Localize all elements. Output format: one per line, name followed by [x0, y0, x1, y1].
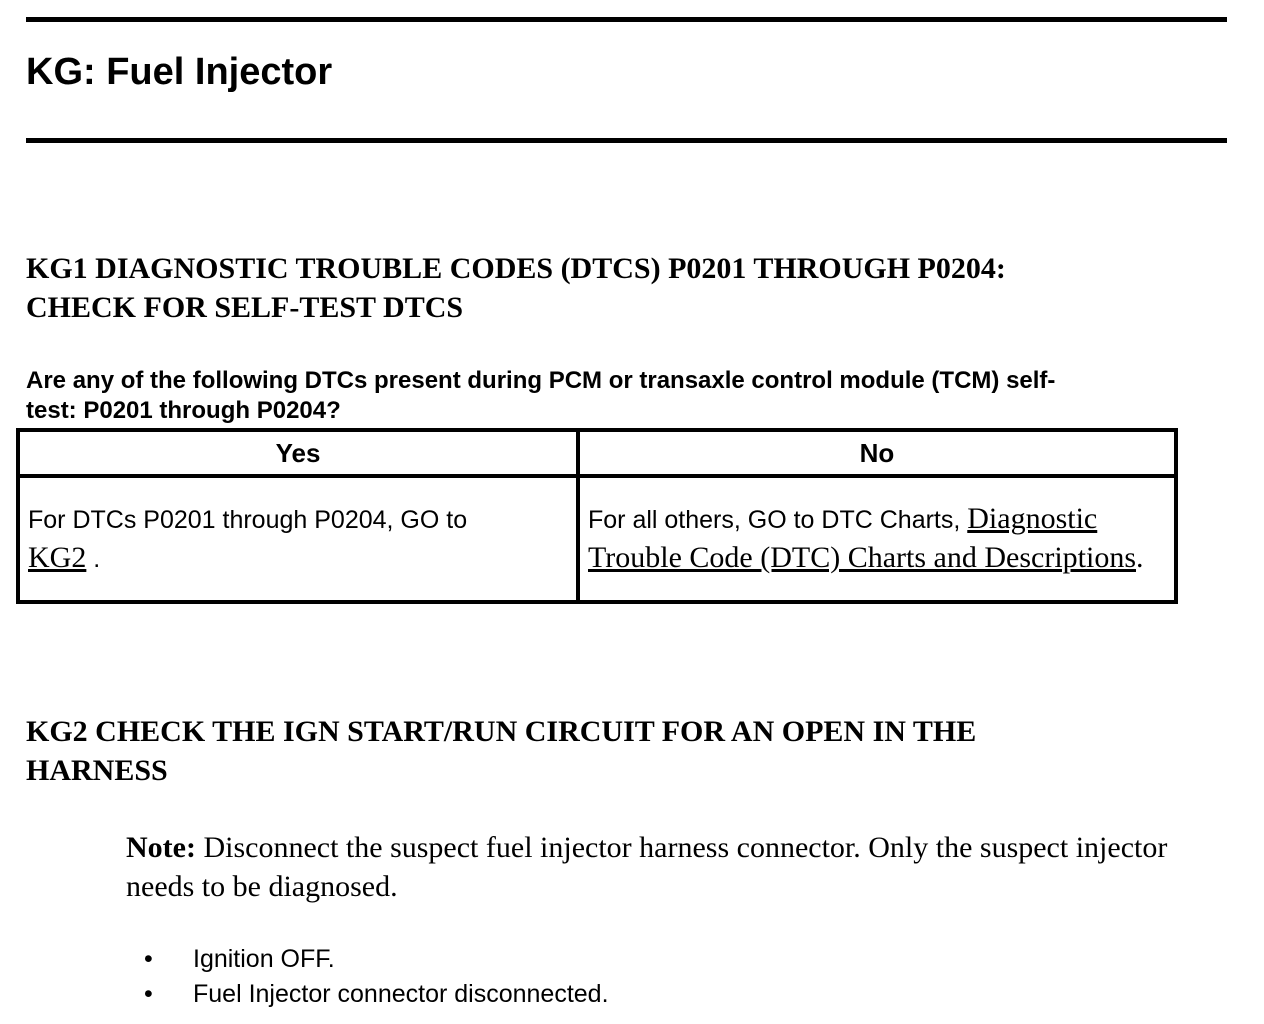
yes-suffix: . [86, 544, 101, 573]
title-bottom-rule [26, 138, 1227, 143]
bullet-text: Ignition OFF. [193, 945, 335, 973]
kg2-link[interactable]: KG2 [28, 540, 87, 574]
kg2-heading-line1: KG2 CHECK THE IGN START/RUN CIRCUIT FOR AN OPEN IN THE [26, 715, 977, 748]
no-cell [578, 476, 1176, 602]
table-row [18, 476, 1176, 602]
kg2-note [126, 828, 1216, 906]
kg1-heading-line1: KG1 DIAGNOSTIC TROUBLE CODES (DTCS) P0201 THROUGH P0204: [26, 252, 1006, 285]
bullet-icon: • [144, 945, 153, 973]
yes-text: For DTCs P0201 through P0204, GO to [28, 505, 468, 534]
table-header-row [18, 430, 1176, 476]
no-suffix: . [1136, 541, 1144, 574]
yes-cell [18, 476, 578, 602]
kg1-question-line1: Are any of the following DTCs present during PCM or transaxle control module (TCM) self- [26, 367, 1056, 394]
yes-header: Yes [18, 430, 578, 476]
list-item [140, 942, 609, 977]
yes-no-table [16, 428, 1178, 604]
top-rule [26, 17, 1227, 22]
no-text: For all others, GO to DTC Charts, [588, 506, 968, 534]
list-item [140, 977, 609, 1012]
kg1-question [26, 366, 1241, 426]
kg2-heading [26, 712, 1216, 790]
kg2-bullet-list [140, 942, 609, 1012]
kg2-heading-line2: HARNESS [26, 754, 168, 787]
note-text: Disconnect the suspect fuel injector harness connector. Only the suspect injector needs to be diagnosed. [126, 831, 1168, 903]
kg1-question-line2: test: P0201 through P0204? [26, 397, 341, 424]
kg1-heading [26, 249, 1216, 327]
no-header: No [578, 430, 1176, 476]
note-label: Note: [126, 831, 196, 864]
page-title: KG: Fuel Injector [26, 51, 333, 93]
dtc-charts-link[interactable]: Diagnostic Trouble Code (DTC) Charts and Descriptions [588, 502, 1136, 574]
kg1-heading-line2: CHECK FOR SELF-TEST DTCS [26, 291, 464, 324]
bullet-icon: • [144, 980, 153, 1008]
bullet-text: Fuel Injector connector disconnected. [193, 980, 609, 1008]
